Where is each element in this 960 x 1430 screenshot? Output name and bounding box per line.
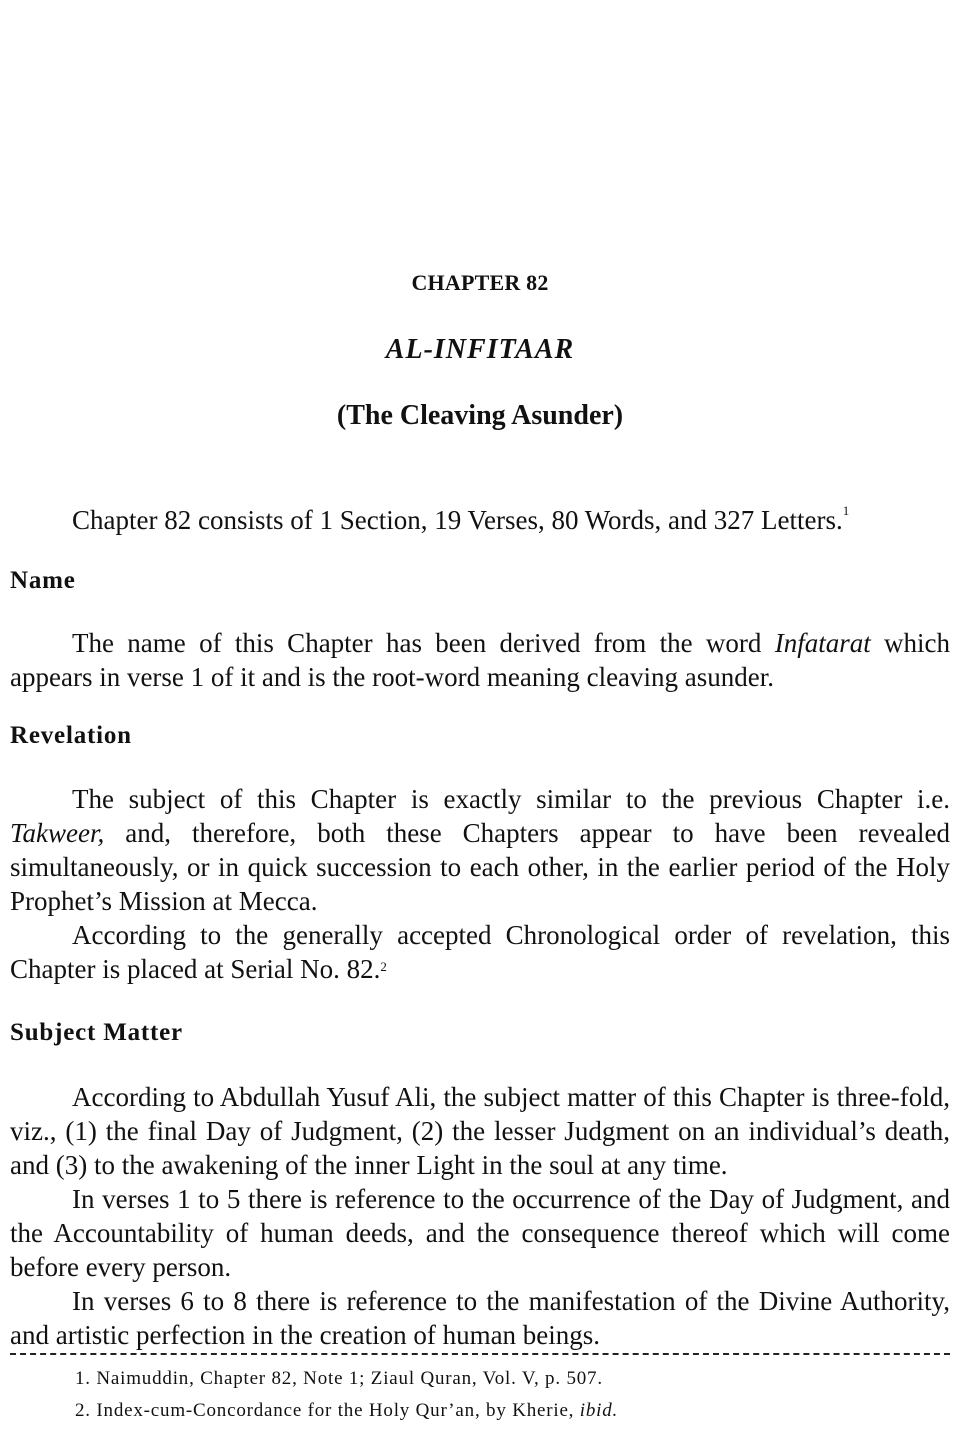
chapter-subtitle: (The Cleaving Asunder) (336, 400, 624, 431)
heading-revelation: Revelation (10, 722, 132, 749)
footnote-2: 2. Index-cum-Concordance for the Holy Qur’an, by Kherie, ibid. (75, 1400, 619, 1421)
chapter-stats (72, 505, 849, 536)
heading-name: Name (10, 567, 76, 594)
footnote-divider (10, 1353, 950, 1355)
paragraph-subject-matter (10, 1080, 950, 1352)
subject-paragraph-1: According to Abdullah Yusuf Ali, the subject matter of this Chapter is three-fold, viz., (1) the final Day of Judgment, (2) the lesser Judgment on an individual’s death, and (3) to the awakening of the inner Light in the soul at any time. (10, 1082, 950, 1180)
heading-subject-matter: Subject Matter (10, 1019, 183, 1046)
word-infatarat: Infatarat (774, 628, 871, 658)
name-paragraph-1: The name of this Chapter has been derived from the word Infatarat which appears in verse 1 of it and is the root-word meaning cleaving asunder. (10, 628, 951, 692)
word-takweer: Takweer, (10, 818, 105, 848)
subject-paragraph-2: In verses 1 to 5 there is reference to the occurrence of the Day of Judgment, and the Accountability of human deeds, and the consequence thereof which will come before every person. (10, 1184, 950, 1282)
revelation-paragraph-1: The subject of this Chapter is exactly similar to the previous Chapter i.e. Takweer, and, therefore, both these Chapters appear to have been revealed simultaneously, or in quick succession to each other, in the earlier period of the Holy Prophet’s Mission at Mecca. (10, 784, 950, 916)
footnote-ref-1[interactable]: 1 (842, 503, 850, 518)
paragraph-name (10, 626, 950, 694)
paragraph-revelation (10, 782, 950, 986)
subject-paragraph-3: In verses 6 to 8 there is reference to the manifestation of the Divine Authority, and artistic perfection in the creation of human beings. (10, 1286, 950, 1350)
chapter-name: AL-INFITAAR (385, 334, 575, 365)
footnote-ref-2[interactable]: 2 (380, 959, 387, 974)
revelation-paragraph-2: According to the generally accepted Chronological order of revelation, this Chapter is placed at Serial No. 82.$^2$ (10, 920, 950, 984)
footnote-1: 1. Naimuddin, Chapter 82, Note 1; Ziaul Quran, Vol. V, p. 507. (75, 1368, 603, 1389)
stats-text: Chapter 82 consists of 1 Section, 19 Verses, 80 Words, and 327 Letters. (72, 505, 843, 535)
chapter-label: CHAPTER 82 (411, 270, 549, 295)
